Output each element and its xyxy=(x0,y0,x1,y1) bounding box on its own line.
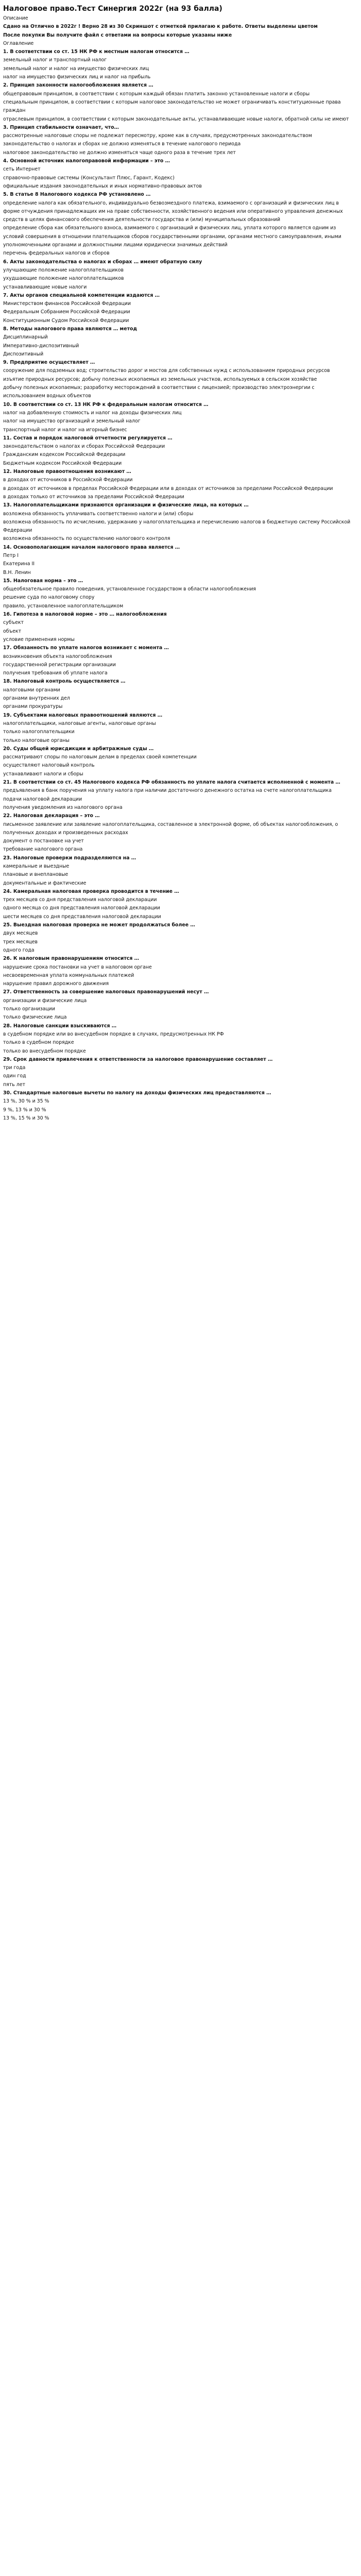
answer-option: В.Н. Ленин xyxy=(3,569,31,575)
answer-option: изъятие природных ресурсов; добычу полезных ископаемых из земельных участков, используемых в сельском хозяйстве xyxy=(3,376,317,382)
answer-option: официальные издания законодательных и иных нормативно-правовых актов xyxy=(3,183,202,189)
answer-option: ухудшающие положение налогоплательщиков xyxy=(3,276,124,282)
answer-option: возникновения объекта налогообложения xyxy=(3,653,112,659)
question-text: 22. Налоговая декларация – это … xyxy=(3,813,100,819)
question-text: 7. Акты органов специальной компетенции издаются … xyxy=(3,292,160,298)
answer-option: получения требования об уплате налога xyxy=(3,670,108,676)
answer-option: только во внесудебном порядке xyxy=(3,1048,86,1054)
answer-option: предъявления в банк поручения на уплату налога при наличии достаточного денежного остатка на счете налогоплательщика xyxy=(3,788,332,794)
question-text: 2. Принцип законности налогообложения является … xyxy=(3,82,153,89)
meta-line: Сдано на Отлично в 2022г ! Верно 28 из 30 Скриншот с отметкой прилагаю к работе. Ответы выделены цветом xyxy=(3,24,318,30)
answer-option: документ о постановке на учет xyxy=(3,838,84,844)
question-text: 30. Стандартные налоговые вычеты по налогу на доходы физических лиц предоставляются … xyxy=(3,1090,271,1096)
answer-option: организации и физические лица xyxy=(3,997,87,1004)
answer-option: только налогоплательщики xyxy=(3,729,75,735)
answer-option: Гражданским кодексом Российской Федерации xyxy=(3,452,126,458)
meta-line: Описание xyxy=(3,15,28,21)
question-text: 17. Обязанность по уплате налогов возникает с момента … xyxy=(3,645,169,651)
answer-option: условие применения нормы xyxy=(3,636,75,642)
question-text: 1. В соответствии со ст. 15 НК РФ к местным налогам относится … xyxy=(3,49,190,55)
answer-option: трех месяцев со дня представления налоговой декларации xyxy=(3,897,157,903)
question-text: 28. Налоговые санкции взыскиваются … xyxy=(3,1023,117,1029)
answer-option: определение налога как обязательного, индивидуально безвозмездного платежа, взимаемого с организаций и физических лиц в форме отчуждения принадлежащих им на праве собственности, хозяйственного ведения или оперативного управления денежных средств в целях финансового обеспечения деятельности государства и (или) муниципальных образований xyxy=(3,200,343,223)
answer-option: устанавливающие новые налоги xyxy=(3,284,87,290)
question-text: 15. Налоговая норма – это … xyxy=(3,578,83,584)
answer-option: законодательством о налогах и сборах Российской Федерации xyxy=(3,444,165,450)
question-text: 11. Состав и порядок налоговой отчетности регулируется … xyxy=(3,435,173,441)
answer-option: пять лет xyxy=(3,1081,25,1088)
answer-option: 13 %, 30 % и 35 % xyxy=(3,1098,49,1105)
answer-option: одного года xyxy=(3,947,35,953)
answer-option: общеобязательное правило поведения, установленное государством в области налогообложения xyxy=(3,586,256,592)
answer-option: три года xyxy=(3,1065,26,1071)
answer-option: транспортный налог и налог на игорный бизнес xyxy=(3,427,127,433)
answer-option: Петр I xyxy=(3,553,19,558)
answer-option: органами прокуратуры xyxy=(3,704,63,710)
answer-option: отраслевым принципом, в соответствии с которым законодательные акты, устанавливающие новые налоги, обратной силы не имеют xyxy=(3,116,349,122)
question-text: 9. Предприятие осуществляет … xyxy=(3,360,95,366)
answer-option: налог на имущество организаций и земельный налог xyxy=(3,418,141,425)
answer-option: несвоевременная уплата коммунальных платежей xyxy=(3,972,134,978)
answer-option: органами внутренних дел xyxy=(3,696,70,702)
question-text: 8. Методы налогового права являются … метод xyxy=(3,326,137,332)
answer-option: нарушение срока постановки на учет в налоговом органе xyxy=(3,964,152,970)
answer-option: Конституционным Судом Российской Федерации xyxy=(3,317,129,324)
toc-heading: Оглавление xyxy=(3,40,34,46)
answer-option: Министерством финансов Российской Федерации xyxy=(3,301,131,307)
question-text: 4. Основной источник налогоправовой информации – это … xyxy=(3,158,170,164)
meta-line: После покупки Вы получите файл с ответами на вопросы которые указаны ниже xyxy=(3,32,232,38)
question-text: 18. Налоговый контроль осуществляется … xyxy=(3,679,126,685)
answer-option: налогоплательщики, налоговые агенты, налоговые органы xyxy=(3,720,156,726)
answer-option: сооружение для подземных вод; строительство дорог и мостов для собственных нужд с использованием природных ресурсов xyxy=(3,368,330,374)
answer-option: добычу полезных ископаемых; разработку месторождений в соответствии с лицензией; производство электроэнергии с использованием водных объектов xyxy=(3,385,315,399)
answer-option: только в судебном порядке xyxy=(3,1040,74,1046)
answer-option: рассмотренные налоговые споры не подлежат пересмотру, кроме как в случаях, предусмотренных законодательством xyxy=(3,133,312,139)
answer-option: общеправовым принципом, в соответствии с которым каждый обязан платить законно установленные налоги и сборы xyxy=(3,91,310,97)
answer-option: государственной регистрации организации xyxy=(3,662,116,668)
document xyxy=(0,0,355,1123)
question-text: 16. Гипотеза в налоговой норме – это … налогообложения xyxy=(3,612,167,618)
question-text: 23. Налоговые проверки подразделяются на … xyxy=(3,855,136,861)
question-text: 29. Срок давности привлечения к ответственности за налоговое правонарушение составляет … xyxy=(3,1056,273,1062)
answer-option: Дисциплинарный xyxy=(3,334,48,341)
answer-option: земельный налог и транспортный налог xyxy=(3,57,107,63)
answer-option: только налоговые органы xyxy=(3,737,70,743)
answer-option: улучшающие положение налогоплательщиков xyxy=(3,267,124,273)
answer-option: объект xyxy=(3,628,22,634)
answer-option: Екатерина II xyxy=(3,561,35,567)
question-text: 6. Акты законодательства о налогах и сборах … имеют обратную силу xyxy=(3,259,202,265)
question-text: 10. В соответствии со ст. 13 НК РФ к федеральным налогам относится … xyxy=(3,401,209,408)
answer-option: правило, установленное налогоплательщиком xyxy=(3,603,124,609)
answer-option: возложена обязанность по осуществлению налогового контроля xyxy=(3,536,170,542)
answer-option: Императивно-диспозитивный xyxy=(3,343,79,349)
question-text: 21. В соответствии со ст. 45 Налогового кодекса РФ обязанность по уплате налога считается исполненной с момента … xyxy=(3,779,340,786)
answer-option: 13 %, 15 % и 30 % xyxy=(3,1115,49,1121)
answer-option: законодательство о налогах и сборах не должно изменяться в течение налогового периода xyxy=(3,141,241,147)
answer-option: двух месяцев xyxy=(3,930,38,937)
answer-option: плановые и внеплановые xyxy=(3,872,68,878)
answer-option: Диспозитивный xyxy=(3,351,44,357)
document-body xyxy=(3,48,353,1123)
answer-option: трех месяцев xyxy=(3,939,38,945)
document-meta xyxy=(3,14,353,48)
answer-option: в судебном порядке или во внесудебном порядке в случаях, предусмотренных НК РФ xyxy=(3,1031,224,1037)
answer-option: требование налогового органа xyxy=(3,846,83,853)
answer-option: в доходах от источников в пределах Российской Федерации или в доходах от источников за пределами Российской Федерации xyxy=(3,485,333,492)
answer-option: камеральные и выездные xyxy=(3,863,70,869)
answer-option: земельный налог и налог на имущество физических лиц xyxy=(3,65,149,72)
answer-option: субъект xyxy=(3,620,24,626)
answer-option: возложена обязанность уплачивать соответственно налоги и (или) сборы xyxy=(3,511,194,517)
question-text: 19. Субъектами налоговых правоотношений являются … xyxy=(3,712,163,718)
question-text: 12. Налоговые правоотношения возникают … xyxy=(3,469,131,475)
answer-option: устанавливают налоги и сборы xyxy=(3,771,83,777)
question-text: 25. Выездная налоговая проверка не может продолжаться более … xyxy=(3,922,195,928)
answer-option: Федеральным Собранием Российской Федерации xyxy=(3,309,130,315)
answer-option: нарушение правил дорожного движения xyxy=(3,981,109,987)
answer-option: справочно-правовые системы (Консультант Плюс, Гарант, Кодекс) xyxy=(3,175,175,181)
answer-option: налог на имущество физических лиц и налог на прибыль xyxy=(3,74,151,80)
answer-option: один год xyxy=(3,1073,26,1079)
answer-option: получения уведомления из налогового органа xyxy=(3,804,123,810)
question-text: 24. Камеральная налоговая проверка проводится в течение … xyxy=(3,888,179,894)
answer-option: решение суда по налоговому спору xyxy=(3,595,95,601)
answer-option: 9 %, 13 % и 30 % xyxy=(3,1107,46,1113)
question-text: 27. Ответственность за совершение налоговых правонарушений несут … xyxy=(3,989,209,995)
answer-option: перечень федеральных налогов и сборов xyxy=(3,250,110,257)
answer-option: Бюджетным кодексом Российской Федерации xyxy=(3,460,122,466)
answer-option: сеть Интернет xyxy=(3,166,41,173)
answer-option: документальные и фактические xyxy=(3,880,87,886)
answer-option: налог на добавленную стоимость и налог на доходы физических лиц xyxy=(3,410,182,416)
answer-option: только физические лица xyxy=(3,1014,67,1021)
answer-option: рассматривают споры по налоговым делам в пределах своей компетенции xyxy=(3,754,197,760)
question-text: 13. Налогоплательщиками признаются организации и физические лица, на которых … xyxy=(3,502,249,509)
answer-option: шести месяцев со дня представления налоговой декларации xyxy=(3,913,161,920)
answer-option: возложена обязанность по исчислению, удержанию у налогоплательщика и перечислению налогов в бюджетную систему Российской Федерации xyxy=(3,519,351,534)
answer-option: письменное заявление или заявление налогоплательщика, составленное в электронной форме, об объектах налогообложения, о полученных доходах и произведенных расходах xyxy=(3,821,338,836)
answer-option: в доходах от источников в Российской Федерации xyxy=(3,477,133,483)
answer-option: одного месяца со дня представления налоговой декларации xyxy=(3,905,160,911)
answer-option: специальным принципом, в соответствии с которым налоговое законодательство не может ограничивать конституционные права граждан xyxy=(3,99,341,114)
answer-option: в доходах только от источников за пределами Российской Федерации xyxy=(3,494,184,500)
question-text: 14. Основополагающим началом налогового права является … xyxy=(3,544,180,550)
answer-option: определение сбора как обязательного взноса, взимаемого с организаций и физических лиц, уплата которого является одним из условий совершения в отношении плательщиков сборов государственными органами, органами местного самоуправления, иными уполномоченными органами и должностными лицами юридически значимых действий xyxy=(3,225,341,248)
page-title: Налоговое право.Тест Синергия 2022г (на 93 балла) xyxy=(3,5,222,13)
question-text: 20. Суды общей юрисдикции и арбитражные суды … xyxy=(3,745,154,752)
answer-option: только организации xyxy=(3,1006,55,1012)
answer-option: налоговыми органами xyxy=(3,687,60,693)
question-text: 3. Принцип стабильности означает, что… xyxy=(3,124,119,130)
answer-option: налоговое законодательство не должно изменяться чаще одного раза в течение трех лет xyxy=(3,149,236,156)
question-text: 5. В статье 8 Налогового кодекса РФ установлено … xyxy=(3,192,151,198)
question-text: 26. К налоговым правонарушениям относится … xyxy=(3,956,139,962)
answer-option: подачи налоговой декларации xyxy=(3,796,82,802)
answer-option: осуществляют налоговый контроль xyxy=(3,762,95,769)
